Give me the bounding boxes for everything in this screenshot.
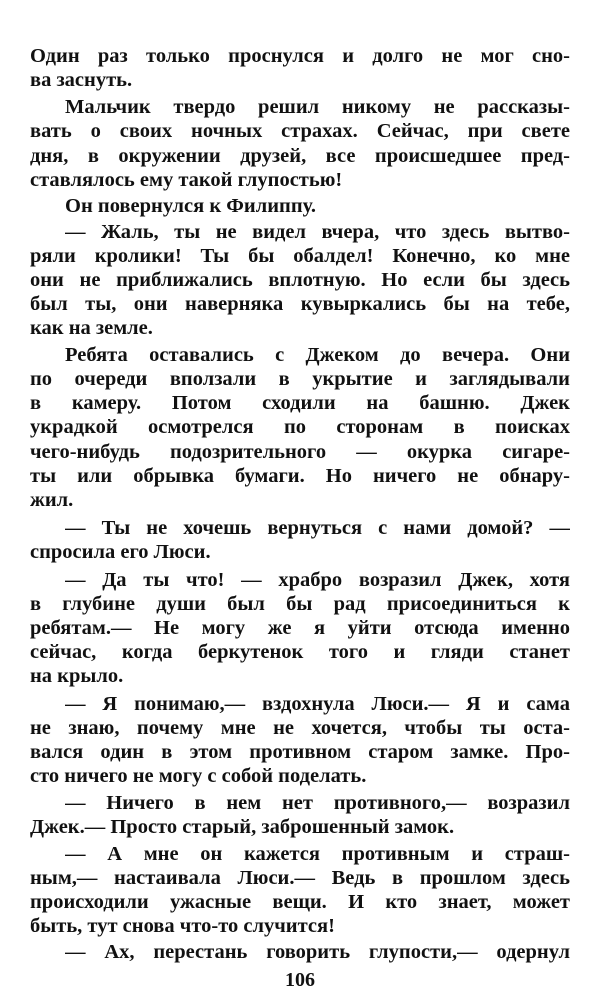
text-line: как на земле. [30,317,153,339]
text-line: ным,— настаивала Люси.— Ведь в прошлом здесь [30,867,570,889]
text-line: в камеру. Потом сходили на башню. Джек [30,392,570,414]
text-line: сейчас, когда беркутенок того и гляди станет [30,641,570,663]
text-line: вался один в этом противном старом замке. Про- [30,741,570,763]
text-line: ребятам.— Не могу же я уйти отсюда именно [30,617,570,639]
text-line: — Я понимаю,— вздохнула Люси.— Я и сама [65,693,570,715]
text-line: — А мне он кажется противным и страш- [65,843,570,865]
text-line: дня, в окружении друзей, все происшедшее пред- [30,145,570,167]
text-line: они не приближались вплотную. Но если бы здесь [30,269,570,291]
text-line: жил. [30,489,74,511]
text-line: Один раз только проснулся и долго не мог сно- [30,45,570,67]
text-line: — Жаль, ты не видел вчера, что здесь вытво- [65,221,570,243]
text-line: по очереди вползали в укрытие и заглядывали [30,368,570,390]
text-line: — Ты не хочешь вернуться с нами домой? — [65,517,570,539]
text-line: Джек.— Просто старый, заброшенный замок. [30,816,455,838]
text-line: — Ах, перестань говорить глупости,— одернул [65,941,570,963]
text-line: сто ничего не могу с собой поделать. [30,765,367,787]
text-line: спросила его Люси. [30,541,211,563]
page-number: 106 [285,969,315,991]
text-line: — Да ты что! — храбро возразил Джек, хотя [65,569,570,591]
text-line: ряли кролики! Ты бы обалдел! Конечно, ко мне [30,245,570,267]
text-line: ты или обрывка бумаги. Но ничего не обнару- [30,465,570,487]
text-line: Ребята оставались с Джеком до вечера. Они [65,344,570,366]
text-line: Он повернулся к Филиппу. [65,195,316,217]
text-line: Мальчик твердо решил никому не рассказы- [65,96,570,118]
text-line: быть, тут снова что-то случится! [30,915,335,937]
text-line: вать о своих ночных страхах. Сейчас, при свете [30,120,570,142]
text-line: был ты, они наверняка кувыркались бы на тебе, [30,293,570,315]
text-line: ставлялось ему такой глупостью! [30,169,343,191]
text-line: ва заснуть. [30,69,133,91]
text-line: на крыло. [30,665,124,687]
text-line: — Ничего в нем нет противного,— возразил [65,792,570,814]
text-line: украдкой осмотрелся по сторонам в поисках [30,416,570,438]
text-line: в глубине души был бы рад присоединиться к [30,593,570,615]
text-line: чего-нибудь подозрительного — окурка сигаре- [30,441,570,463]
text-line: не знаю, почему мне не хочется, чтобы ты оста- [30,717,570,739]
text-line: происходили ужасные вещи. И кто знает, может [30,891,570,913]
